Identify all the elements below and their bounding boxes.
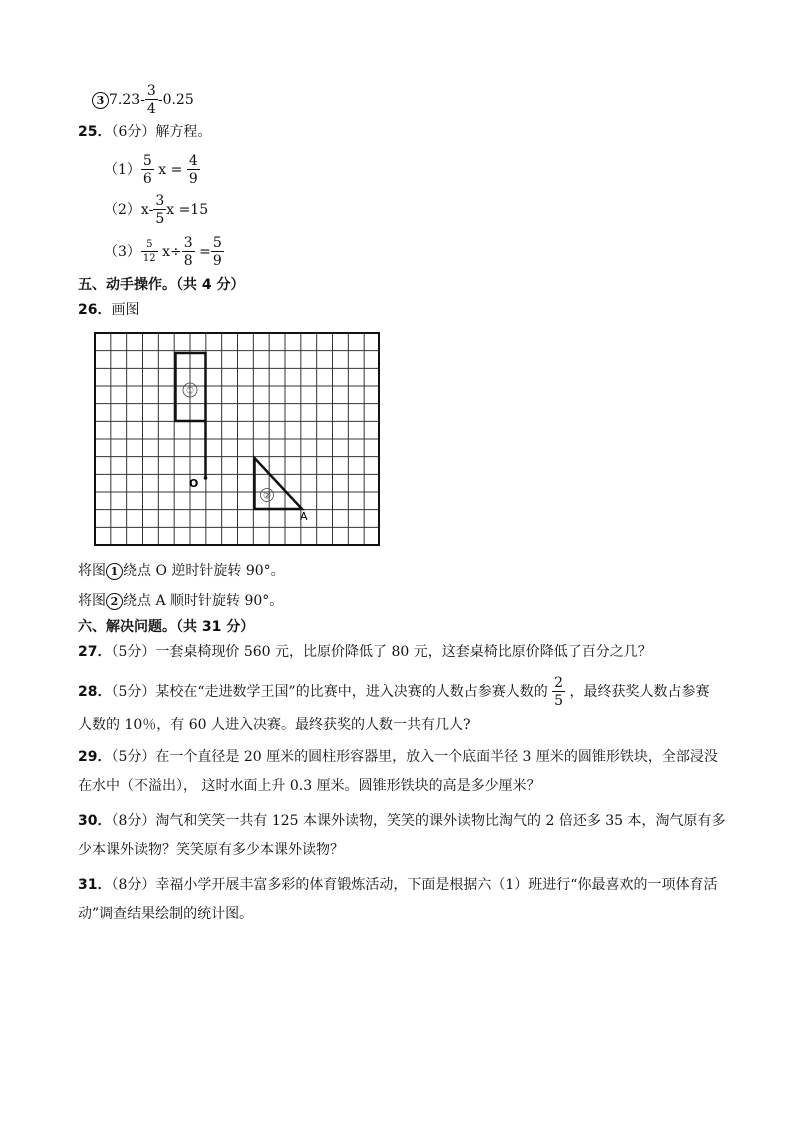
question-number: 30． bbox=[78, 813, 112, 829]
fraction: $\frac{5}{6}$ bbox=[142, 153, 152, 187]
question-25: 25．（6分）解方程。 bbox=[78, 124, 212, 140]
expression-3: 3 7.23- $\frac{3}{4}$ -0.25 bbox=[92, 84, 194, 116]
drawing-grid bbox=[94, 332, 382, 548]
equation-2: （2）x- $\frac{3}{5}$ x =15 bbox=[104, 193, 209, 227]
question-number: 28． bbox=[78, 684, 112, 700]
question-30-line-2: 少本课外读物？笑笑原有多少本课外读物？ bbox=[78, 842, 344, 858]
point-o-label: O bbox=[189, 477, 199, 490]
question-29-line-2: 在水中（不溢出）， 这时水面上升 0.3 厘米。圆锥形铁块的高是多少厘米？ bbox=[78, 778, 541, 794]
question-30: 30．（8分）淘气和笑笑一共有 125 本课外读物，笑笑的课外读物比淘气的 2 倍还多 35 本，淘气原有多 bbox=[78, 813, 726, 829]
fraction: $\frac{5}{12}$ bbox=[142, 239, 156, 264]
question-28-line-2: 人数的 10％，有 60 人进入决赛。最终获奖的人数一共有几人? bbox=[78, 717, 471, 733]
fraction: $\frac{2}{5}$ bbox=[554, 675, 564, 709]
question-27: 27．（5分）一套桌椅现价 560 元，比原价降低了 80 元，这套桌椅比原价降低了百分之几？ bbox=[78, 644, 652, 660]
question-number: 31． bbox=[78, 877, 112, 893]
question-number: 25． bbox=[78, 124, 112, 140]
question-29: 29．（5分）在一个直径是 20 厘米的圆柱形容器里，放入一个底面半径 3 厘米的圆锥形铁块，全部浸没 bbox=[78, 749, 718, 765]
fraction: $\frac{3}{4}$ bbox=[146, 83, 156, 117]
shape-2-label: ② bbox=[262, 491, 272, 502]
question-31: 31．（8分）幸福小学开展丰富多彩的体育锻炼活动，下面是根据六（1）班进行“你最喜欢的一项体育活 bbox=[78, 877, 718, 893]
point-a-label: A bbox=[300, 510, 308, 523]
question-number: 27． bbox=[78, 644, 112, 660]
equation-3: （3） $\frac{5}{12}$ x÷ $\frac{3}{8}$ = $\frac{5}{9}$ bbox=[104, 235, 222, 269]
instruction-1: 将图 1 绕点 O 逆时针旋转 90°。 bbox=[78, 563, 285, 579]
equation-1: （1） $\frac{5}{6}$ x = $\frac{4}{9}$ bbox=[104, 153, 198, 187]
question-26: 26．画图 bbox=[78, 302, 140, 318]
shape-1-label: ① bbox=[185, 386, 195, 397]
shape-2-triangle bbox=[255, 458, 303, 509]
question-31-line-2: 动”调查结果绘制的统计图。 bbox=[78, 906, 254, 922]
fraction: $\frac{3}{8}$ bbox=[183, 235, 193, 269]
instruction-2: 将图 2 绕点 A 顺时针旋转 90°。 bbox=[78, 593, 284, 609]
item-number-badge: 3 bbox=[92, 92, 109, 109]
section-heading: 六、解决问题。（共 31 分） bbox=[78, 619, 255, 635]
question-number: 29． bbox=[78, 749, 112, 765]
fraction: $\frac{3}{5}$ bbox=[155, 193, 165, 227]
question-28: 28．（5分）某校在“走进数学王国”的比赛中，进入决赛的人数占参赛人数的 $\frac{2}{5}$ ，最终获奖人数占参赛 bbox=[78, 675, 710, 709]
figure-number-badge: 2 bbox=[106, 593, 123, 610]
fraction: $\frac{4}{9}$ bbox=[188, 153, 198, 187]
question-number: 26． bbox=[78, 302, 112, 318]
section-heading: 五、动手操作。（共 4 分） bbox=[78, 277, 245, 293]
point-o-dot bbox=[204, 476, 208, 480]
fraction: $\frac{5}{9}$ bbox=[212, 235, 222, 269]
figure-number-badge: 1 bbox=[106, 563, 123, 580]
